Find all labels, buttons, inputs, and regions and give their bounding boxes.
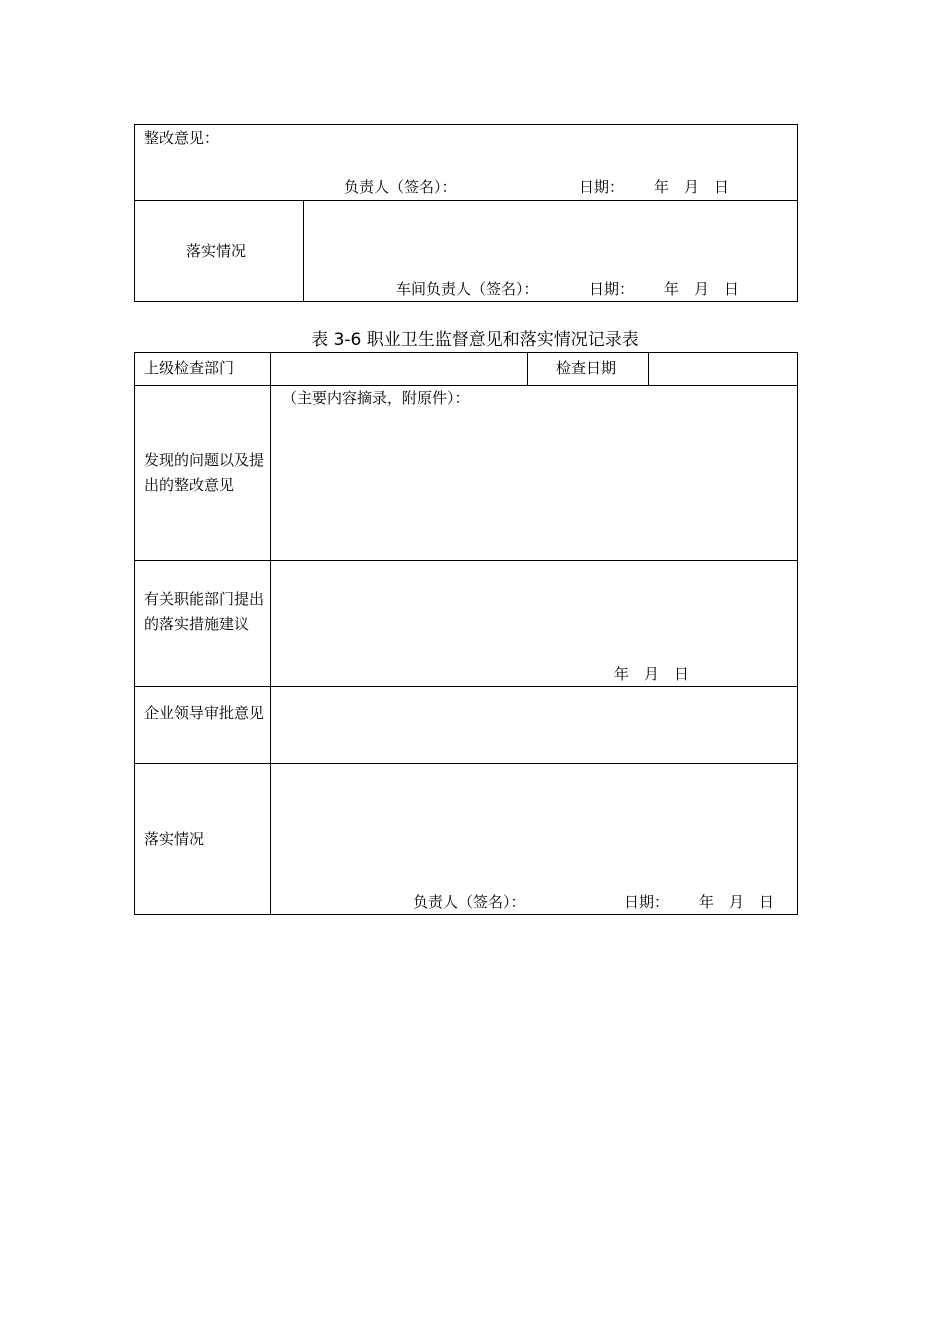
inspection-date-label: 检查日期	[556, 359, 617, 377]
top-table-divider	[134, 200, 798, 201]
inspecting-dept-label: 上级检查部门	[144, 359, 235, 377]
record-row-divider	[134, 385, 798, 386]
top-table-column-divider	[303, 200, 304, 302]
rectification-signature-label: 负责人（签名）：	[344, 178, 457, 196]
record-implementation-signature-label: 负责人（签名）：	[413, 893, 526, 911]
top-implementation-label: 落实情况	[186, 242, 247, 260]
record-row-divider	[134, 763, 798, 764]
record-implementation-date-ymd: 年 月 日	[699, 893, 775, 911]
record-implementation-label: 落实情况	[144, 830, 205, 848]
rectification-label: 整改意见：	[144, 129, 220, 147]
record-implementation-date-label: 日期：	[624, 893, 670, 911]
measures-label: 有关职能部门提出的落实措施建议	[144, 590, 265, 633]
top-table	[134, 124, 798, 302]
rectification-date-label: 日期：	[579, 178, 625, 196]
top-implementation-date-ymd: 年 月 日	[664, 280, 740, 298]
record-row-divider	[134, 686, 798, 687]
record-label-column-divider	[270, 352, 271, 915]
rectification-date-ymd: 年 月 日	[654, 178, 730, 196]
problems-note: （主要内容摘录，附原件）：	[282, 389, 470, 407]
top-implementation-signature-label: 车间负责人（签名）：	[396, 280, 539, 298]
record-row-divider	[134, 560, 798, 561]
table-caption: 表 3-6 职业卫生监督意见和落实情况记录表	[311, 330, 639, 350]
record-date-label-divider-left	[527, 352, 528, 385]
approval-label: 企业领导审批意见	[144, 704, 265, 722]
problems-label: 发现的问题以及提出的整改意见	[144, 451, 265, 494]
record-date-label-divider-right	[648, 352, 649, 385]
measures-date-ymd: 年 月 日	[614, 665, 690, 683]
top-implementation-date-label: 日期：	[589, 280, 635, 298]
